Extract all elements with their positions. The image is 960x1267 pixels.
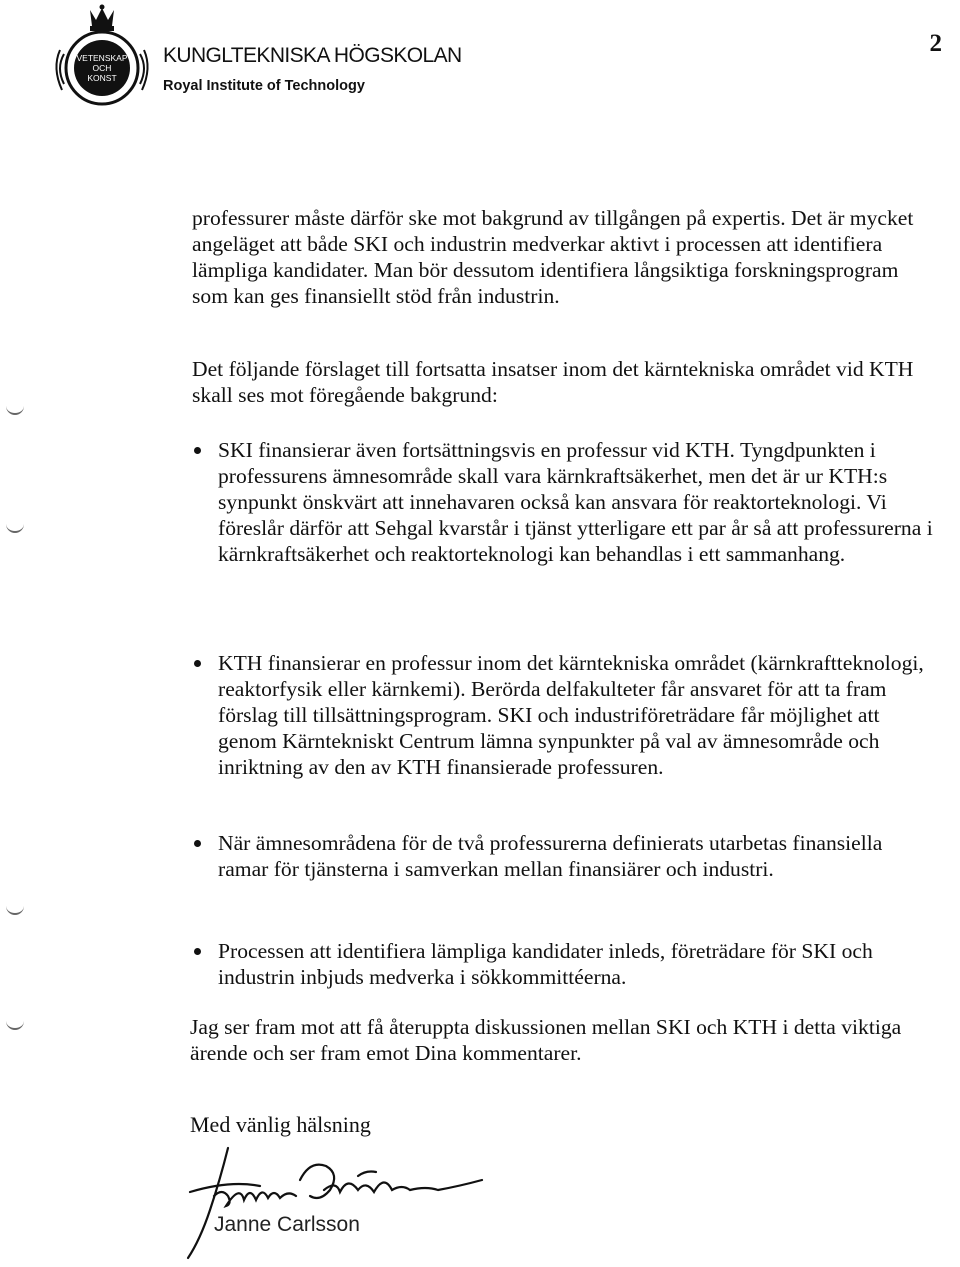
bullet-item xyxy=(218,650,938,780)
body-paragraph-1: professurer måste därför ske mot bakgrund av tillgången på expertis. Det är mycket angeläget att både SKI och industrin medverkar aktivt i processen att identifiera lämpliga kandidater. Man bör dessutom identifiera långsiktiga forskningsprogram som kan ges finansiellt stöd från industrin. xyxy=(192,206,914,308)
seal-text-3: KONST xyxy=(87,73,117,83)
closing-greeting: Med vänlig hälsning xyxy=(190,1112,371,1137)
body-paragraph-3: Jag ser fram mot att få återuppta diskussionen mellan SKI och KTH i detta viktiga ärende och ser fram emot Dina kommentarer. xyxy=(190,1015,902,1065)
bullet-text: SKI finansierar även fortsättningsvis en professur vid KTH. Tyngdpunkten i professurens ämnesområde skall vara kärnkraftsäkerhet, men det är ur KTH:s synpunkt önskvärt att innehavaren också kan ansvara för reaktorteknologi. Vi föreslår därför att Sehgal kvarstår i tjänst ytterligare ett par år så att professurerna i kärnkraftsäkerhet och reaktorteknologi kan behandlas i ett sammanhang. xyxy=(218,438,933,566)
handwritten-signature xyxy=(170,1140,500,1265)
body-paragraph-2: Det följande förslaget till fortsatta insatser inom det kärntekniska området vid KTH skall ses mot föregående bakgrund: xyxy=(192,357,914,407)
page-number: 2 xyxy=(929,30,942,57)
bullet-item xyxy=(218,938,938,990)
kth-crown-seal-logo xyxy=(50,4,154,110)
bullet-dot-icon xyxy=(194,948,201,955)
bullet-item xyxy=(218,437,938,567)
margin-mark xyxy=(6,523,24,533)
bullet-text: KTH finansierar en professur inom det kärntekniska området (kärnkraftteknologi, reaktorfysik eller kärnkemi). Berörda delfakulteter får ansvaret för att ta fram förslag till tillsättningsprogram. SKI och industriföreträdare får möjlighet att genom Kärntekniskt Centrum lämna synpunkter på val av ämnesområde och inriktning av den av KTH finansierade professuren. xyxy=(218,651,924,779)
margin-mark xyxy=(6,405,24,415)
institution-name: KUNGLTEKNISKA HÖGSKOLAN xyxy=(163,44,462,67)
bullet-item xyxy=(218,830,938,882)
bullet-dot-icon xyxy=(194,660,201,667)
seal-text-1: VETENSKAP xyxy=(76,53,128,63)
seal-text-2: OCH xyxy=(92,63,112,73)
bullet-dot-icon xyxy=(194,447,201,454)
margin-mark xyxy=(6,905,24,915)
signatory-name: Janne Carlsson xyxy=(214,1213,360,1236)
bullet-dot-icon xyxy=(194,840,201,847)
bullet-text: Processen att identifiera lämpliga kandidater inleds, företrädare för SKI och industrin inbjuds medverka i sökkommittéerna. xyxy=(218,939,873,989)
bullet-text: När ämnesområdena för de två professurerna definierats utarbetas finansiella ramar för tjänsterna i samverkan mellan finansiärer och industri. xyxy=(218,831,883,881)
margin-mark xyxy=(6,1020,24,1030)
institution-name-english: Royal Institute of Technology xyxy=(163,78,365,94)
